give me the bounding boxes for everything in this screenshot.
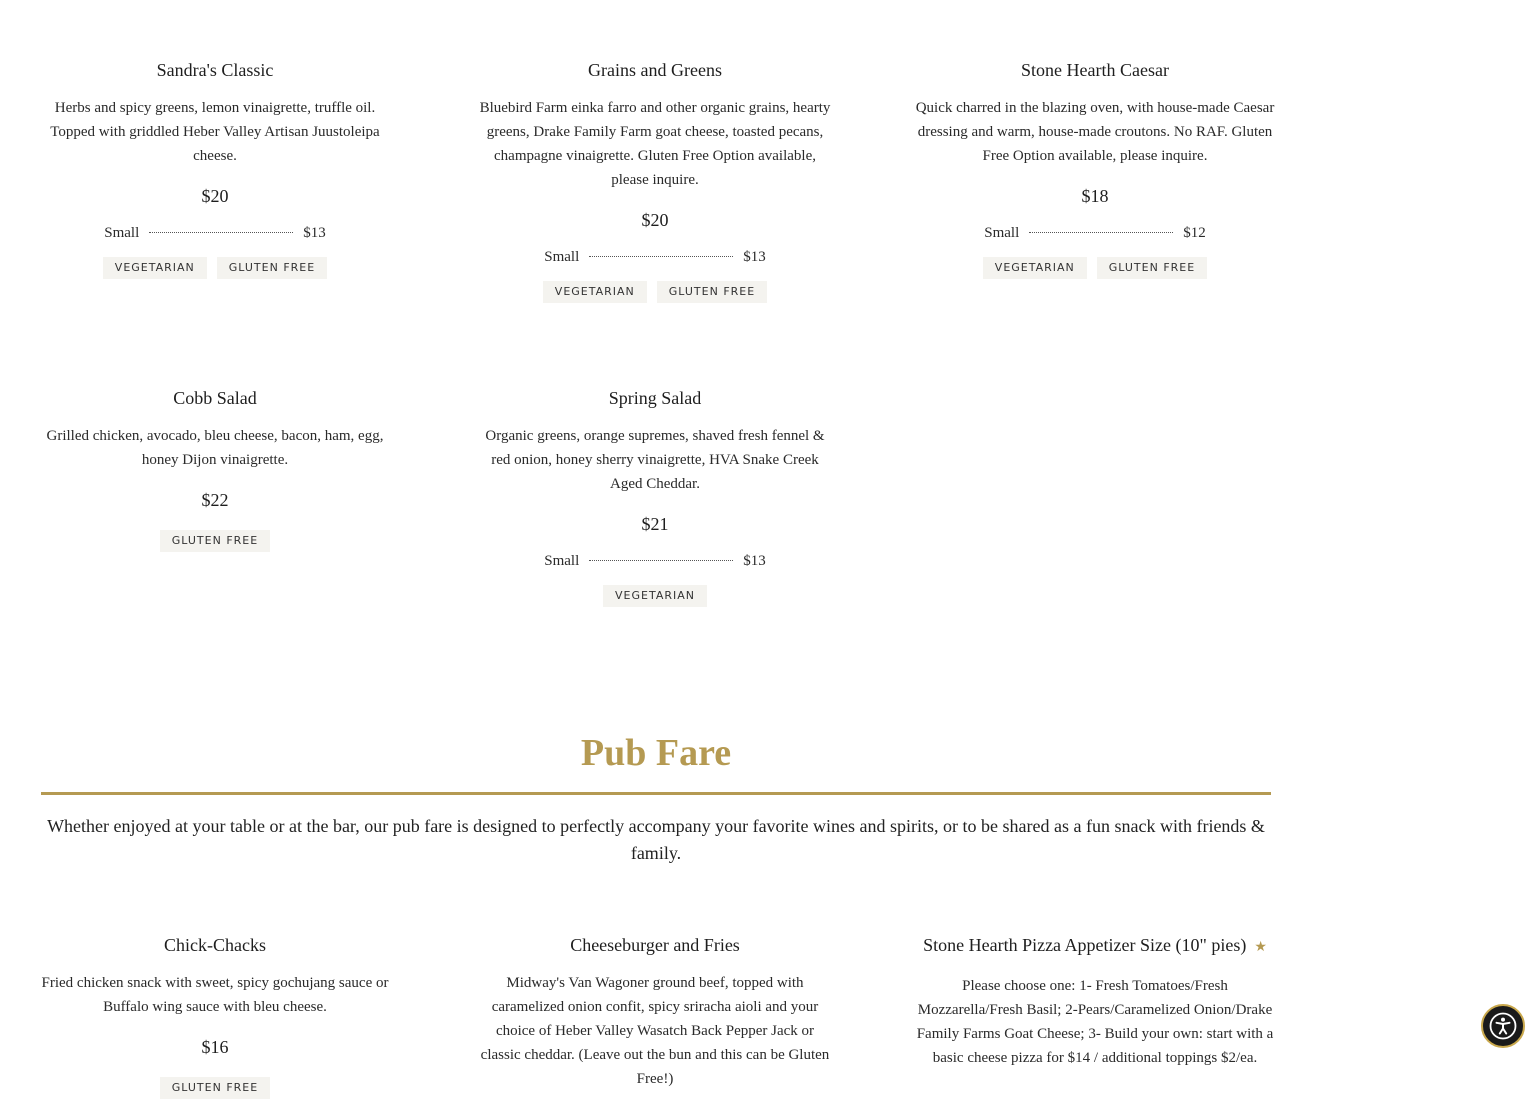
tag-vegetarian: VEGETARIAN [983, 257, 1087, 279]
menu-item-cobb-salad [35, 387, 395, 552]
item-price: $16 [201, 1037, 229, 1057]
dot-leader [1029, 232, 1173, 233]
item-name: Chick-Chacks [164, 935, 266, 955]
small-label: Small [544, 249, 580, 265]
dot-leader [589, 560, 733, 561]
small-price: $13 [303, 225, 326, 241]
item-name: Spring Salad [608, 388, 702, 408]
accessibility-icon[interactable] [1481, 1004, 1525, 1048]
dietary-tags [35, 530, 395, 552]
item-description: Organic greens, orange supremes, shaved fresh fennel & red onion, honey sherry vinaigrette, HVA Snake Creek Aged Cheddar. [485, 428, 825, 492]
dietary-tags [35, 1077, 395, 1099]
dietary-tags [915, 257, 1275, 279]
tag-gluten-free: GLUTEN FREE [217, 257, 327, 279]
item-name: Cheeseburger and Fries [570, 935, 740, 955]
dot-leader [589, 256, 733, 257]
tag-gluten-free: GLUTEN FREE [160, 530, 270, 552]
small-label: Small [984, 225, 1020, 241]
menu-item-chick-chacks [35, 934, 395, 1099]
menu-item-sandras-classic [35, 59, 395, 279]
item-description: Please choose one: 1- Fresh Tomatoes/Fresh Mozzarella/Fresh Basil; 2-Pears/Caramelized Onion/Drake Family Farms Goat Cheese; 3- Build your own: start with a basic cheese pizza for $14 / additional toppings $2/ea. [916, 978, 1274, 1066]
item-description: Fried chicken snack with sweet, spicy gochujang sauce or Buffalo wing sauce with bleu cheese. [41, 975, 389, 1015]
section-intro: Whether enjoyed at your table or at the bar, our pub fare is designed to perfectly accompany your favorite wines and spirits, or to be shared as a fun snack with friends & family. [47, 816, 1265, 863]
item-price: $22 [201, 490, 229, 510]
star-icon: ★ [1254, 940, 1267, 955]
dietary-tags [35, 257, 395, 279]
small-size-row [35, 224, 395, 242]
small-price: $12 [1183, 225, 1206, 241]
item-description: Quick charred in the blazing oven, with house-made Caesar dressing and warm, house-made croutons. No RAF. Gluten Free Option available, please inquire. [915, 100, 1275, 164]
item-description: Midway's Van Wagoner ground beef, topped with caramelized onion confit, spicy sriracha aioli and your choice of Heber Valley Wasatch Back Pepper Jack or classic cheddar. (Leave out the bun and this can be Gluten Free!) [480, 975, 830, 1087]
item-name: Cobb Salad [173, 388, 257, 408]
dietary-tags [475, 585, 835, 607]
item-description: Grilled chicken, avocado, bleu cheese, bacon, ham, egg, honey Dijon vinaigrette. [46, 428, 384, 468]
small-price: $13 [743, 249, 766, 265]
menu-item-cheeseburger-and-fries [475, 934, 835, 1091]
item-description: Herbs and spicy greens, lemon vinaigrette, truffle oil. Topped with griddled Heber Valley Artisan Juustoleipa cheese. [50, 100, 380, 164]
dietary-tags [475, 281, 835, 303]
tag-vegetarian: VEGETARIAN [603, 585, 707, 607]
item-name: Sandra's Classic [156, 60, 274, 80]
tag-vegetarian: VEGETARIAN [543, 281, 647, 303]
small-size-row [915, 224, 1275, 242]
item-price: $18 [1081, 186, 1109, 206]
item-name: Grains and Greens [588, 60, 722, 80]
small-label: Small [544, 553, 580, 569]
item-price: $20 [201, 186, 229, 206]
tag-gluten-free: GLUTEN FREE [1097, 257, 1207, 279]
tag-vegetarian: VEGETARIAN [103, 257, 207, 279]
menu-item-stone-hearth-caesar [915, 59, 1275, 279]
section-divider [41, 792, 1271, 795]
menu-item-spring-salad [475, 387, 835, 607]
small-label: Small [104, 225, 140, 241]
tag-gluten-free: GLUTEN FREE [657, 281, 767, 303]
tag-gluten-free: GLUTEN FREE [160, 1077, 270, 1099]
item-price: $21 [641, 514, 669, 534]
item-name: Stone Hearth Pizza Appetizer Size (10" pies) [923, 935, 1247, 955]
dot-leader [149, 232, 293, 233]
menu-item-grains-and-greens [475, 59, 835, 303]
item-name-row [912, 934, 1278, 959]
menu-item-stone-hearth-pizza-appetizer [912, 934, 1278, 1070]
accessibility-figure-icon [1488, 1011, 1518, 1041]
section-title-pub-fare: Pub Fare [580, 732, 732, 774]
small-size-row [475, 552, 835, 570]
small-price: $13 [743, 553, 766, 569]
item-price: $20 [641, 210, 669, 230]
small-size-row [475, 248, 835, 266]
item-description: Bluebird Farm einka farro and other organic grains, hearty greens, Drake Family Farm goat cheese, toasted pecans, champagne vinaigrette. Gluten Free Option available, please inquire. [479, 100, 831, 188]
item-name: Stone Hearth Caesar [1021, 60, 1169, 80]
